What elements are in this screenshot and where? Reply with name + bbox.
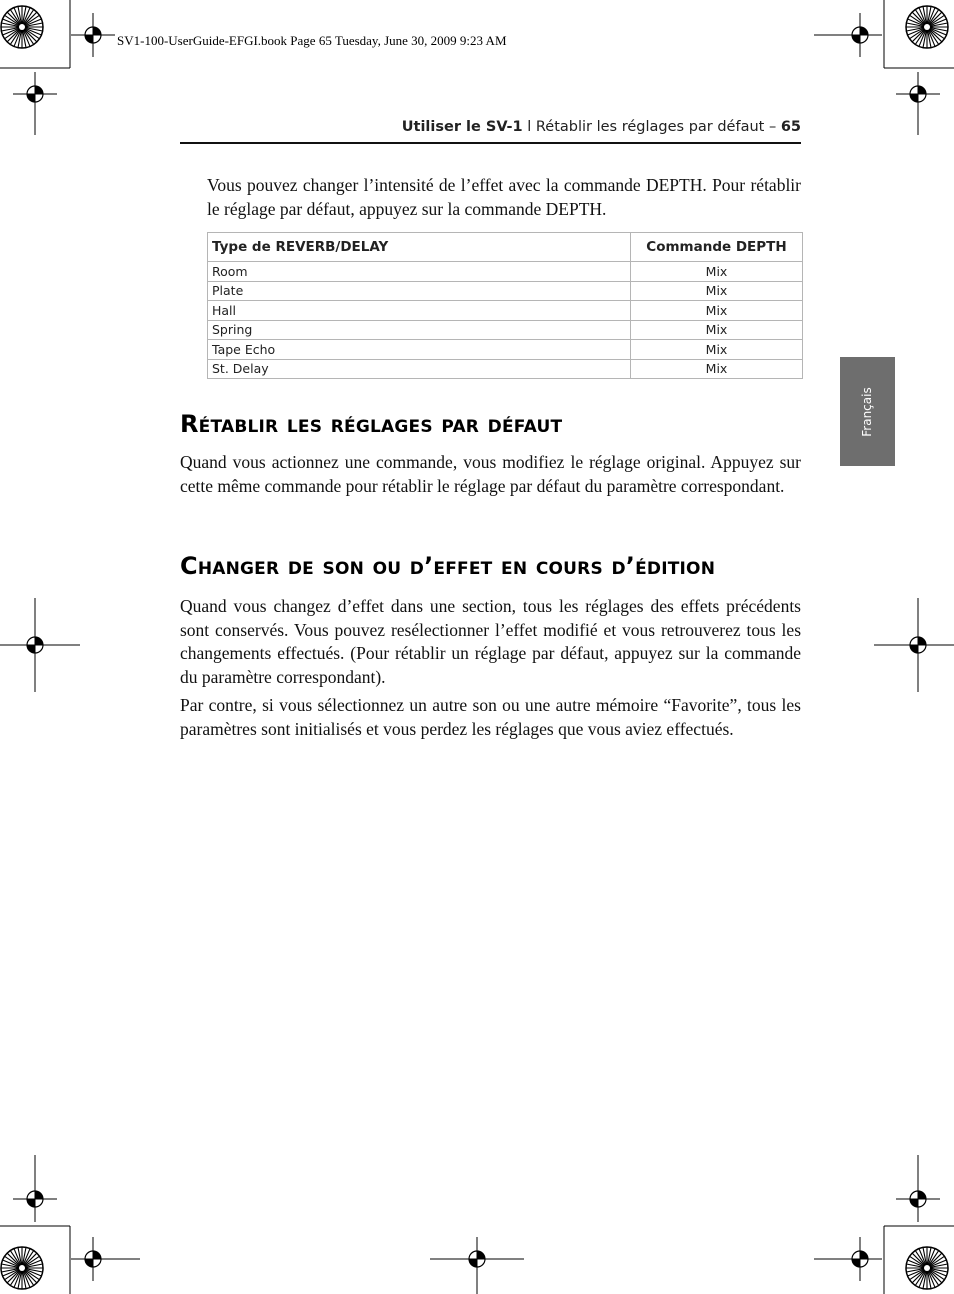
table-cell-type: Plate <box>208 281 631 301</box>
section-heading-reset-defaults: Rétablir les réglages par défaut <box>180 410 563 438</box>
header-rule <box>180 142 801 144</box>
table-row <box>208 301 803 321</box>
table-cell-depth: Mix <box>631 301 803 321</box>
header-section: Utiliser le SV-1 <box>401 119 523 135</box>
header-dash: – <box>764 119 781 135</box>
section-change-body-1: Quand vous changez d’effet dans une section, tous les réglages des effets précédents sont conservés. Vous pouvez resélectionner l’effet modifié et vous retrouverez tous les changements effectués. (Pour rétablir un réglage par défaut, appuyez sur la commande du paramètre correspondant). <box>180 596 801 687</box>
table-cell-type: Hall <box>208 301 631 321</box>
table-cell-depth: Mix <box>631 340 803 360</box>
table-cell-type: Spring <box>208 320 631 340</box>
table-cell-type: Room <box>208 262 631 282</box>
table-row <box>208 281 803 301</box>
language-tab-label: Français <box>860 387 874 437</box>
table-cell-type: St. Delay <box>208 359 631 379</box>
language-tab <box>840 357 895 466</box>
reverb-delay-table <box>207 232 803 379</box>
section-reset-body: Quand vous actionnez une commande, vous modifiez le réglage original. Appuyez sur cette même commande pour rétablir le réglage par défaut du paramètre correspondant. <box>180 452 801 496</box>
table-row <box>208 262 803 282</box>
table-cell-type: Tape Echo <box>208 340 631 360</box>
section-change-body-2: Par contre, si vous sélectionnez un autre son ou une autre mémoire “Favorite”, tous les paramètres sont initialisés et vous perdez les réglages que vous aviez effectués. <box>180 695 801 739</box>
intro-paragraph: Vous pouvez changer l’intensité de l’effet avec la commande DEPTH. Pour rétablir le réglage par défaut, appuyez sur la commande DEPTH. <box>207 175 801 219</box>
table-header-depth: Commande DEPTH <box>631 233 803 262</box>
table-cell-depth: Mix <box>631 262 803 282</box>
table-row <box>208 340 803 360</box>
table-cell-depth: Mix <box>631 281 803 301</box>
book-file-info: SV1-100-UserGuide-EFGI.book Page 65 Tuesday, June 30, 2009 9:23 AM <box>117 33 507 48</box>
section-heading-change-sound: Changer de son ou d’effet en cours d’édition <box>180 552 716 580</box>
table-cell-depth: Mix <box>631 320 803 340</box>
table-cell-depth: Mix <box>631 359 803 379</box>
running-header <box>180 119 801 135</box>
table-header-type: Type de REVERB/DELAY <box>208 233 631 262</box>
table-row <box>208 320 803 340</box>
table-row <box>208 359 803 379</box>
page-number: 65 <box>780 119 801 135</box>
header-separator: l <box>522 119 536 135</box>
header-topic: Rétablir les réglages par défaut <box>535 119 765 135</box>
table-header-row <box>208 233 803 262</box>
